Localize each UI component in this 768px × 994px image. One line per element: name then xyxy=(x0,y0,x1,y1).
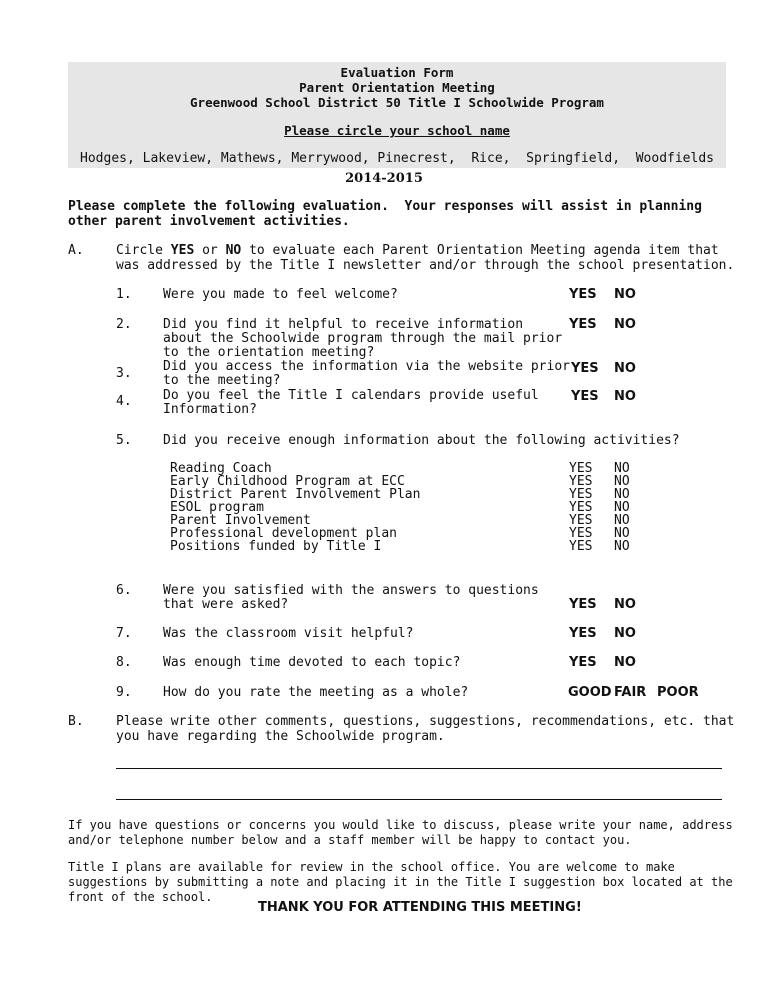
section-a-line-1 xyxy=(116,243,719,259)
form-header xyxy=(68,62,726,168)
activity-no-option[interactable]: NO xyxy=(614,474,630,489)
activity-yes-option[interactable]: YES xyxy=(569,487,593,502)
form-subtitle: Parent Orientation Meeting xyxy=(299,80,495,95)
intro-line-2: other parent involvement activities. xyxy=(68,214,350,229)
section-a-or: or xyxy=(194,243,226,258)
q7-no-option[interactable]: NO xyxy=(614,626,636,641)
q9-number: 9. xyxy=(116,685,132,700)
q7-text: Was the classroom visit helpful? xyxy=(163,626,414,641)
q2-number: 2. xyxy=(116,317,132,332)
activity-yes-option[interactable]: YES xyxy=(569,526,593,541)
q4-no-option[interactable]: NO xyxy=(614,389,636,404)
q2-text-1: Did you find it helpful to receive information xyxy=(163,317,524,332)
q2-yes-option[interactable]: YES xyxy=(569,317,597,332)
footer-plans-3: front of the school. xyxy=(68,890,213,904)
q8-text: Was enough time devoted to each topic? xyxy=(163,655,461,670)
activity-no-option[interactable]: NO xyxy=(614,539,630,554)
school-year: 2014-2015 xyxy=(345,171,423,186)
q5-text: Did you receive enough information about the following activities? xyxy=(163,433,680,448)
activity-yes-option[interactable]: YES xyxy=(569,513,593,528)
intro-line-1: Please complete the following evaluation. Your responses will assist in planning xyxy=(68,199,702,214)
section-a-line-2: was addressed by the Title I newsletter and/or through the school presentation. xyxy=(116,258,735,273)
q3-yes-option[interactable]: YES xyxy=(571,361,599,376)
activity-yes-option[interactable]: YES xyxy=(569,539,593,554)
q7-number: 7. xyxy=(116,626,132,641)
thank-you-message: THANK YOU FOR ATTENDING THIS MEETING! xyxy=(258,900,582,915)
q9-text: How do you rate the meeting as a whole? xyxy=(163,685,469,700)
q9-poor-option[interactable]: POOR xyxy=(657,685,699,700)
footer-contact-2: and/or telephone number below and a staff member will be happy to contact you. xyxy=(68,833,632,847)
form-title: Evaluation Form xyxy=(340,65,454,80)
activity-early-childhood: Early Childhood Program at ECC xyxy=(170,474,405,489)
activity-yes-option[interactable]: YES xyxy=(569,474,593,489)
q4-text-1: Do you feel the Title I calendars provide useful xyxy=(163,388,539,403)
footer-plans-2: suggestions by submitting a note and placing it in the Title I suggestion box located at the xyxy=(68,875,733,889)
section-b-line-2: you have regarding the Schoolwide program. xyxy=(116,729,445,744)
comment-line-1[interactable] xyxy=(116,768,722,769)
q8-no-option[interactable]: NO xyxy=(614,655,636,670)
school-list[interactable]: Hodges, Lakeview, Mathews, Merrywood, Pinecrest, Rice, Springfield, Woodfields xyxy=(80,151,714,166)
footer-plans-1: Title I plans are available for review in the school office. You are welcome to make xyxy=(68,860,675,874)
activity-no-option[interactable]: NO xyxy=(614,526,630,541)
q9-good-option[interactable]: GOOD xyxy=(568,685,612,700)
q1-yes-option[interactable]: YES xyxy=(569,287,597,302)
q1-number: 1. xyxy=(116,287,132,302)
program-name: Greenwood School District 50 Title I Schoolwide Program xyxy=(190,95,604,110)
q1-no-option[interactable]: NO xyxy=(614,287,636,302)
activity-no-option[interactable]: NO xyxy=(614,487,630,502)
q6-number: 6. xyxy=(116,583,132,598)
q4-number: 4. xyxy=(116,394,132,409)
q6-no-option[interactable]: NO xyxy=(614,597,636,612)
comment-line-2[interactable] xyxy=(116,799,722,800)
circle-prompt: Please circle your school name xyxy=(284,123,510,138)
q8-number: 8. xyxy=(116,655,132,670)
q2-text-2: about the Schoolwide program through the mail prior xyxy=(163,331,563,346)
section-a-no: NO xyxy=(225,243,242,258)
q6-text-2: that were asked? xyxy=(163,597,289,612)
section-a-post: to evaluate each Parent Orientation Meeting agenda item that xyxy=(241,243,719,258)
activity-esol: ESOL program xyxy=(170,500,264,515)
activity-yes-option[interactable]: YES xyxy=(569,500,593,515)
q3-number: 3. xyxy=(116,366,132,381)
activity-yes-option[interactable]: YES xyxy=(569,461,593,476)
q5-number: 5. xyxy=(116,433,132,448)
q6-text-1: Were you satisfied with the answers to questions xyxy=(163,583,539,598)
q3-text-1: Did you access the information via the website prior xyxy=(163,359,570,374)
section-a-yes: YES xyxy=(170,243,195,258)
q3-no-option[interactable]: NO xyxy=(614,361,636,376)
activity-no-option[interactable]: NO xyxy=(614,500,630,515)
footer-contact-1: If you have questions or concerns you would like to discuss, please write your name, address xyxy=(68,818,733,832)
activity-no-option[interactable]: NO xyxy=(614,513,630,528)
activity-professional-development: Professional development plan xyxy=(170,526,397,541)
section-a-pre: Circle xyxy=(116,243,171,258)
section-a-letter: A. xyxy=(68,243,84,258)
q9-fair-option[interactable]: FAIR xyxy=(614,685,647,700)
activity-positions-funded: Positions funded by Title I xyxy=(170,539,382,554)
q2-text-3: to the orientation meeting? xyxy=(163,345,375,360)
activity-no-option[interactable]: NO xyxy=(614,461,630,476)
q7-yes-option[interactable]: YES xyxy=(569,626,597,641)
q2-no-option[interactable]: NO xyxy=(614,317,636,332)
section-b-line-1: Please write other comments, questions, suggestions, recommendations, etc. that xyxy=(116,714,735,729)
q3-text-2: to the meeting? xyxy=(163,373,281,388)
q4-yes-option[interactable]: YES xyxy=(571,389,599,404)
q1-text: Were you made to feel welcome? xyxy=(163,287,398,302)
activity-district-plan: District Parent Involvement Plan xyxy=(170,487,421,502)
q6-yes-option[interactable]: YES xyxy=(569,597,597,612)
q4-text-2: Information? xyxy=(163,402,257,417)
activity-reading-coach: Reading Coach xyxy=(170,461,272,476)
q8-yes-option[interactable]: YES xyxy=(569,655,597,670)
activity-parent-involvement: Parent Involvement xyxy=(170,513,311,528)
section-b-letter: B. xyxy=(68,714,84,729)
